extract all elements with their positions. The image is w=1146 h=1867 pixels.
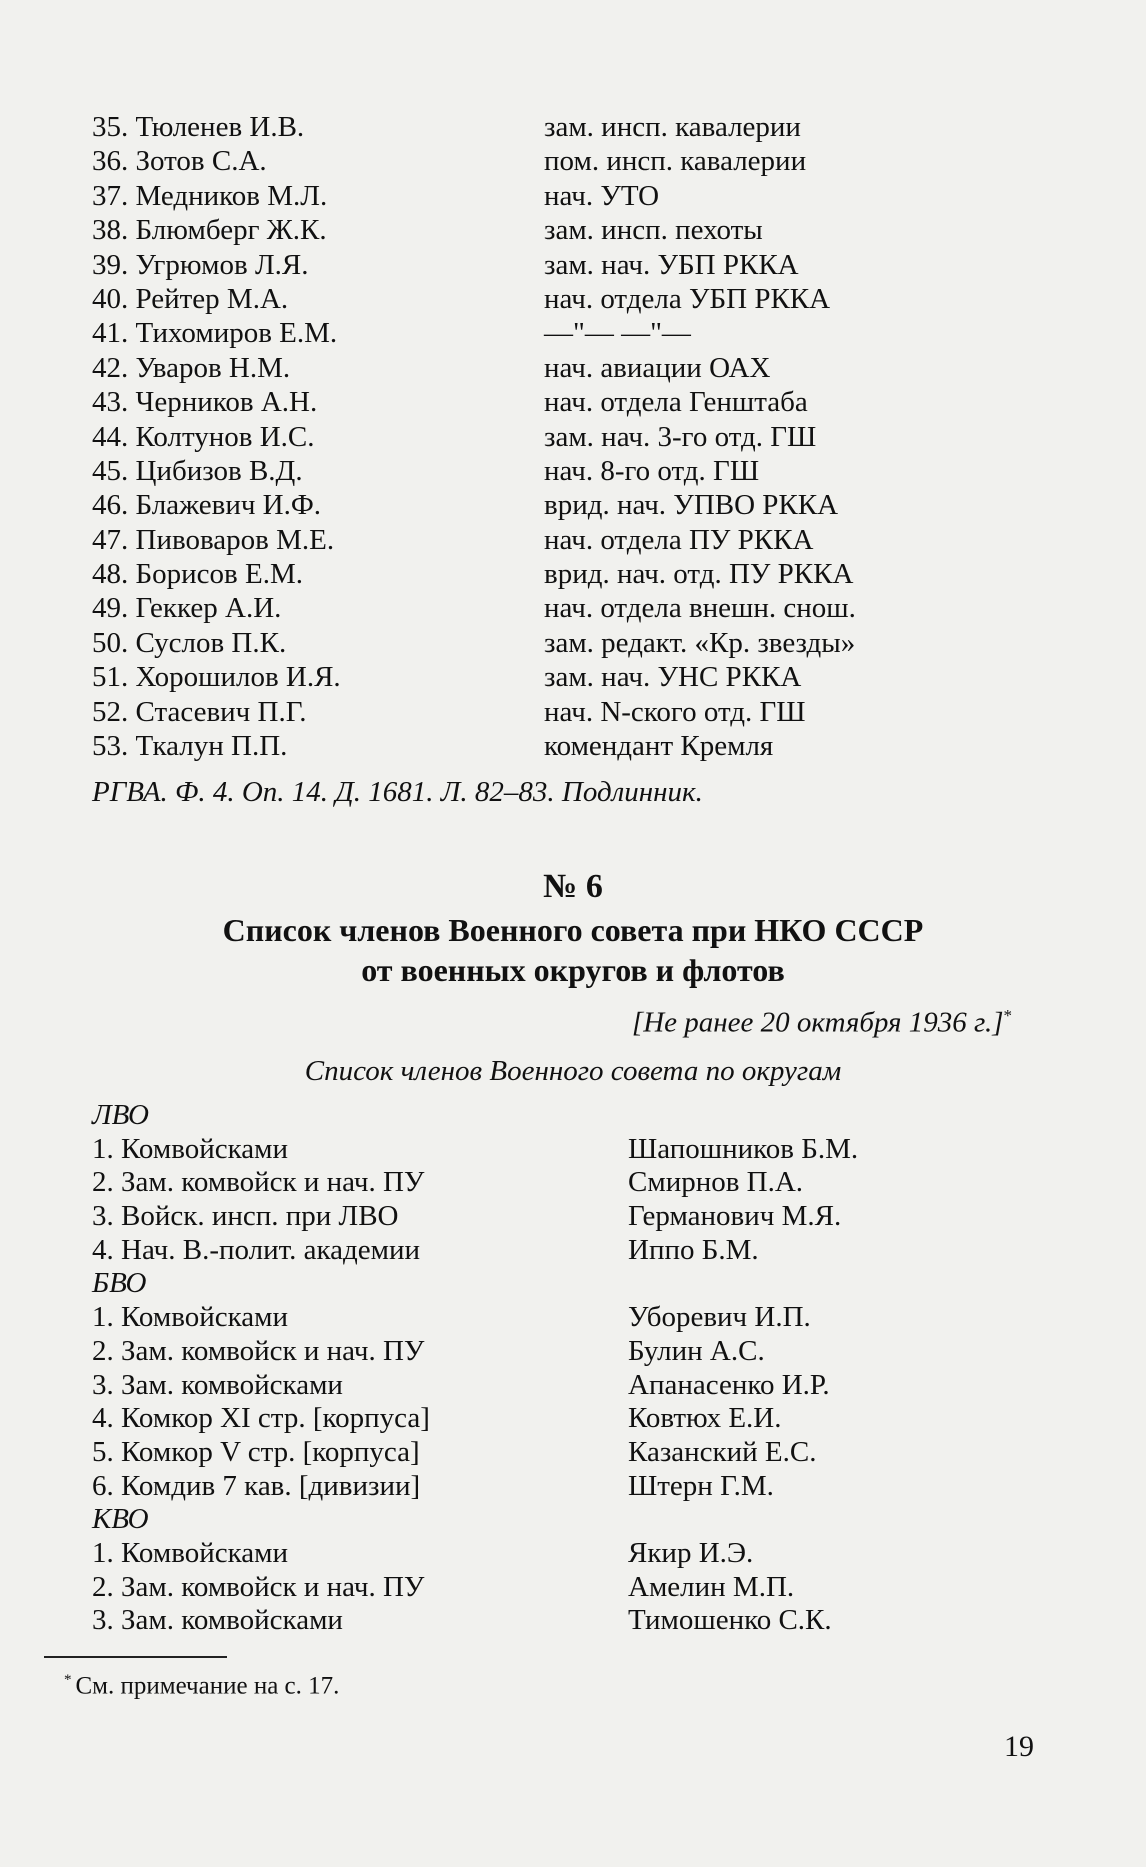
member-name: Амелин М.П. — [628, 1570, 795, 1603]
list-item: 47. Пивоваров М.Е. нач. отдела ПУ РККА — [92, 523, 814, 556]
role: 1. Комвойсками — [92, 1301, 288, 1334]
position: нач. отдела внешн. снош. — [544, 592, 856, 625]
position: зам. нач. 3-го отд. ГШ — [544, 420, 817, 453]
member-row — [92, 1369, 922, 1403]
member-row — [92, 1537, 922, 1571]
position: комендант Кремля — [544, 730, 774, 763]
footnote-marker: * — [64, 1672, 72, 1688]
title-line: Список членов Военного совета при НКО СССР — [222, 912, 924, 948]
list-item: 39. Угрюмов Л.Я. зам. нач. УБП РККА — [92, 248, 799, 281]
document-number: № 6 — [543, 868, 603, 905]
person-name: Уваров Н.М. — [135, 351, 291, 384]
personnel-list — [92, 110, 922, 763]
list-item: 51. Хорошилов И.Я. зам. нач. УНС РККА — [92, 661, 802, 694]
role: 4. Комкор XI стр. [корпуса] — [92, 1402, 430, 1435]
member-name: Ковтюх Е.И. — [628, 1402, 782, 1435]
member-name: Штерн Г.М. — [628, 1469, 774, 1502]
list-item: 46. Блажевич И.Ф. врид. нач. УПВО РККА — [92, 489, 839, 522]
position: врид. нач. отд. ПУ РККА — [544, 558, 854, 591]
member-row — [92, 1436, 922, 1470]
list-item: 35. Тюленев И.В. зам. инсп. кавалерии — [92, 111, 801, 143]
position: пом. инсп. кавалерии — [544, 145, 807, 178]
person-name: Пивоваров М.Е. — [135, 523, 335, 556]
list-item: 50. Суслов П.К. зам. редакт. «Кр. звезды» — [92, 626, 856, 659]
person-name: Суслов П.К. — [135, 626, 287, 659]
list-item: 53. Ткалун П.П. комендант Кремля — [92, 730, 774, 763]
position: врид. нач. УПВО РККА — [544, 489, 839, 522]
person-name: Медников М.Л. — [135, 179, 328, 212]
footnote: * См. примечание на с. 17. — [64, 1672, 340, 1700]
document-date: [Не ранее 20 октября 1936 г.]* — [631, 1006, 1012, 1039]
person-name: Цибизов В.Д. — [135, 454, 303, 487]
member-name: Германович М.Я. — [628, 1200, 842, 1233]
position: зам. нач. УБП РККА — [544, 248, 799, 281]
list-item: 37. Медников М.Л. нач. УТО — [92, 179, 660, 212]
position: зам. редакт. «Кр. звезды» — [544, 626, 856, 659]
member-row — [92, 1234, 922, 1268]
role: 5. Комкор V стр. [корпуса] — [92, 1435, 420, 1468]
person-name: Хорошилов И.Я. — [135, 661, 341, 694]
member-name: Шапошников Б.М. — [628, 1132, 859, 1165]
member-row — [92, 1133, 922, 1167]
person-name: Тюленев И.В. — [135, 111, 305, 143]
list-item: 38. Блюмберг Ж.К. зам. инсп. пехоты — [92, 214, 763, 247]
role: 6. Комдив 7 кав. [дивизии] — [92, 1469, 421, 1502]
section-subtitle: Список членов Военного совета по округам — [304, 1055, 842, 1087]
position: нач. отдела ПУ РККА — [544, 523, 814, 556]
list-item: 45. Цибизов В.Д. нач. 8-го отд. ГШ — [92, 454, 760, 487]
position: нач. 8-го отд. ГШ — [544, 454, 760, 487]
member-name: Апанасенко И.Р. — [628, 1368, 830, 1401]
position: —"— —"— — [544, 317, 691, 350]
district-heading: ЛВО — [92, 1099, 149, 1131]
person-name: Черников А.Н. — [135, 386, 318, 419]
person-name: Колтунов И.С. — [135, 420, 315, 453]
person-name: Зотов С.А. — [135, 145, 267, 178]
member-row — [92, 1571, 922, 1605]
person-name: Борисов Е.М. — [135, 558, 303, 591]
list-item: 49. Геккер А.И. нач. отдела внешн. снош. — [92, 592, 856, 625]
person-name: Угрюмов Л.Я. — [135, 248, 309, 281]
district-heading: КВО — [92, 1503, 149, 1536]
member-name: Уборевич И.П. — [628, 1301, 811, 1334]
list-item: 48. Борисов Е.М. врид. нач. отд. ПУ РККА — [92, 558, 854, 591]
member-row — [92, 1166, 922, 1200]
role: 4. Нач. В.-полит. академии — [92, 1233, 421, 1266]
list-item: 43. Черников А.Н. нач. отдела Генштаба — [92, 386, 808, 419]
page-number: 19 — [1004, 1730, 1034, 1763]
list-item: 52. Стасевич П.Г. нач. N-ского отд. ГШ — [92, 695, 806, 728]
list-item: 44. Колтунов И.С. зам. нач. 3-го отд. ГШ — [92, 420, 817, 453]
role: 2. Зам. комвойск и нач. ПУ — [92, 1334, 425, 1367]
member-row — [92, 1335, 922, 1369]
position: нач. N-ского отд. ГШ — [544, 695, 806, 728]
member-name: Якир И.Э. — [628, 1536, 754, 1569]
member-name: Казанский Е.С. — [628, 1435, 817, 1468]
list-item: 42. Уваров Н.М. нач. авиации ОАХ — [92, 351, 771, 384]
role: 1. Комвойсками — [92, 1132, 288, 1165]
person-name: Ткалун П.П. — [135, 730, 288, 763]
member-row — [92, 1470, 922, 1504]
member-row — [92, 1402, 922, 1436]
list-item: 40. Рейтер М.А. нач. отдела УБП РККА — [92, 282, 831, 315]
position: нач. отдела УБП РККА — [544, 282, 831, 315]
title-line: от военных округов и флотов — [361, 952, 785, 988]
role: 2. Зам. комвойск и нач. ПУ — [92, 1166, 425, 1199]
role: 1. Комвойсками — [92, 1536, 288, 1569]
person-name: Рейтер М.А. — [135, 282, 289, 315]
person-name: Стасевич П.Г. — [135, 695, 307, 728]
role: 3. Войск. инсп. при ЛВО — [92, 1200, 399, 1233]
role: 3. Зам. комвойсками — [92, 1604, 343, 1637]
document-title — [0, 910, 1146, 990]
list-item: 36. Зотов С.А. пом. инсп. кавалерии — [92, 145, 807, 178]
person-name: Блажевич И.Ф. — [135, 489, 322, 522]
person-name: Геккер А.И. — [135, 592, 282, 625]
member-row — [92, 1200, 922, 1234]
member-row — [92, 1301, 922, 1335]
footnote-divider — [44, 1656, 227, 1658]
position: нач. отдела Генштаба — [544, 386, 808, 419]
member-name: Булин А.С. — [628, 1334, 765, 1367]
position: нач. авиации ОАХ — [544, 351, 771, 384]
position: зам. инсп. кавалерии — [544, 111, 801, 143]
district-heading: БВО — [92, 1267, 147, 1300]
position: зам. инсп. пехоты — [544, 214, 763, 247]
member-name: Иппо Б.М. — [628, 1233, 759, 1266]
position: зам. нач. УНС РККА — [544, 661, 802, 694]
position: нач. УТО — [544, 179, 660, 212]
member-row — [92, 1604, 922, 1638]
role: 2. Зам. комвойск и нач. ПУ — [92, 1570, 425, 1603]
member-name: Тимошенко С.К. — [628, 1604, 832, 1637]
council-members-list — [92, 1099, 922, 1638]
archive-source: РГВА. Ф. 4. Оп. 14. Д. 1681. Л. 82–83. Подлинник. — [92, 776, 703, 808]
member-name: Смирнов П.А. — [628, 1166, 804, 1199]
role: 3. Зам. комвойсками — [92, 1368, 343, 1401]
list-item: 41. Тихомиров Е.М. —"— —"— — [92, 317, 691, 350]
person-name: Блюмберг Ж.К. — [135, 214, 327, 247]
person-name: Тихомиров Е.М. — [135, 317, 338, 350]
footnote-marker: * — [1003, 1006, 1012, 1025]
